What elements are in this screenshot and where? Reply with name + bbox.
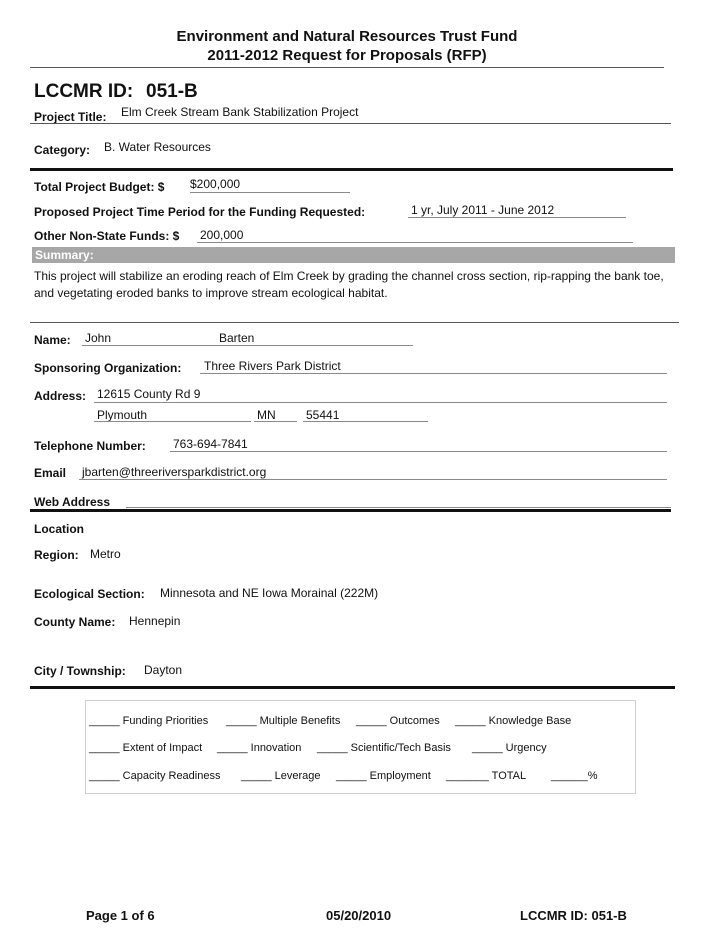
- ecological-section-value: Minnesota and NE Iowa Morainal (222M): [160, 586, 379, 600]
- project-title-value: Elm Creek Stream Bank Stabilization Project: [121, 105, 359, 119]
- score-capacity-readiness: _____ Capacity Readiness: [89, 770, 221, 782]
- category-value: B. Water Resources: [104, 140, 211, 154]
- score-multiple-benefits: _____ Multiple Benefits: [226, 715, 341, 727]
- web-address-label: Web Address: [34, 495, 111, 509]
- address-state-value: MN: [257, 408, 276, 422]
- score-outcomes: _____ Outcomes: [356, 715, 440, 727]
- score-innovation: _____ Innovation: [217, 742, 302, 754]
- address-zip-underline: [303, 421, 428, 422]
- location-heading: Location: [34, 522, 84, 536]
- region-label: Region:: [34, 548, 79, 562]
- project-divider: [30, 123, 671, 124]
- total-budget-underline: [190, 192, 350, 193]
- web-address-underline: [126, 507, 671, 508]
- county-value: Hennepin: [129, 614, 181, 628]
- sponsoring-org-label: Sponsoring Organization:: [34, 361, 182, 375]
- score-percent: ______%: [551, 770, 598, 782]
- telephone-label: Telephone Number:: [34, 439, 146, 453]
- project-title-label: Project Title:: [34, 110, 107, 124]
- email-value: jbarten@threeriversparkdistrict.org: [82, 465, 267, 479]
- total-budget-value: $200,000: [190, 177, 241, 191]
- last-name-value: Barten: [219, 331, 255, 345]
- non-state-funds-label: Other Non-State Funds: $: [34, 229, 180, 243]
- score-funding-priorities: _____ Funding Priorities: [89, 715, 209, 727]
- lccmr-id-value: 051-B: [146, 81, 198, 102]
- score-extent-of-impact: _____ Extent of Impact: [89, 742, 203, 754]
- score-knowledge-base: _____ Knowledge Base: [455, 715, 572, 727]
- location-divider: [30, 686, 675, 689]
- email-underline: [79, 479, 667, 480]
- summary-divider: [30, 322, 679, 323]
- category-label: Category:: [34, 143, 91, 157]
- address-state-underline: [254, 421, 297, 422]
- city-township-label: City / Township:: [34, 664, 126, 678]
- time-period-value: 1 yr, July 2011 - June 2012: [411, 203, 555, 217]
- address-label: Address:: [34, 389, 87, 403]
- summary-text: This project will stabilize an eroding reach of Elm Creek by grading the channel cross section, rip-rapping the bank toe, and vegetating eroded banks to improve stream ecological habitat.: [34, 269, 664, 300]
- address-street-underline: [94, 402, 667, 403]
- contact-divider: [30, 509, 671, 512]
- footer-page-number: Page 1 of 6: [86, 908, 155, 923]
- footer-lccmr-id: LCCMR ID: 051-B: [520, 908, 627, 923]
- time-period-label: Proposed Project Time Period for the Funding Requested:: [34, 205, 366, 219]
- first-name-value: John: [85, 331, 112, 345]
- ecological-section-label: Ecological Section:: [34, 587, 145, 601]
- region-value: Metro: [90, 547, 121, 561]
- score-total: _______ TOTAL: [446, 770, 527, 782]
- sponsoring-org-underline: [200, 373, 667, 374]
- score-leverage: _____ Leverage: [241, 770, 321, 782]
- sponsoring-org-value: Three Rivers Park District: [204, 359, 341, 373]
- telephone-underline: [170, 451, 667, 452]
- name-label: Name:: [34, 333, 71, 347]
- summary-heading: Summary:: [32, 247, 675, 263]
- lccmr-id-label: LCCMR ID:: [34, 81, 134, 102]
- county-label: County Name:: [34, 615, 116, 629]
- score-employment: _____ Employment: [336, 770, 431, 782]
- name-underline: [82, 345, 413, 346]
- address-city-value: Plymouth: [97, 408, 148, 422]
- footer-date: 05/20/2010: [326, 908, 392, 923]
- email-label: Email: [34, 466, 67, 480]
- document-subtitle: 2011-2012 Request for Proposals (RFP): [207, 47, 487, 64]
- non-state-funds-underline: [197, 242, 633, 243]
- time-period-underline: [408, 217, 626, 218]
- score-scientific-tech-basis: _____ Scientific/Tech Basis: [317, 742, 451, 754]
- category-divider: [30, 168, 673, 171]
- address-city-underline: [94, 421, 251, 422]
- address-zip-value: 55441: [306, 408, 340, 422]
- address-street-value: 12615 County Rd 9: [97, 387, 201, 401]
- document-title: Environment and Natural Resources Trust Fund: [176, 28, 518, 45]
- total-budget-label: Total Project Budget: $: [34, 180, 165, 194]
- header-divider: [30, 67, 664, 68]
- city-township-value: Dayton: [144, 663, 183, 677]
- non-state-funds-value: 200,000: [200, 228, 244, 242]
- telephone-value: 763-694-7841: [173, 437, 248, 451]
- score-urgency: _____ Urgency: [472, 742, 547, 754]
